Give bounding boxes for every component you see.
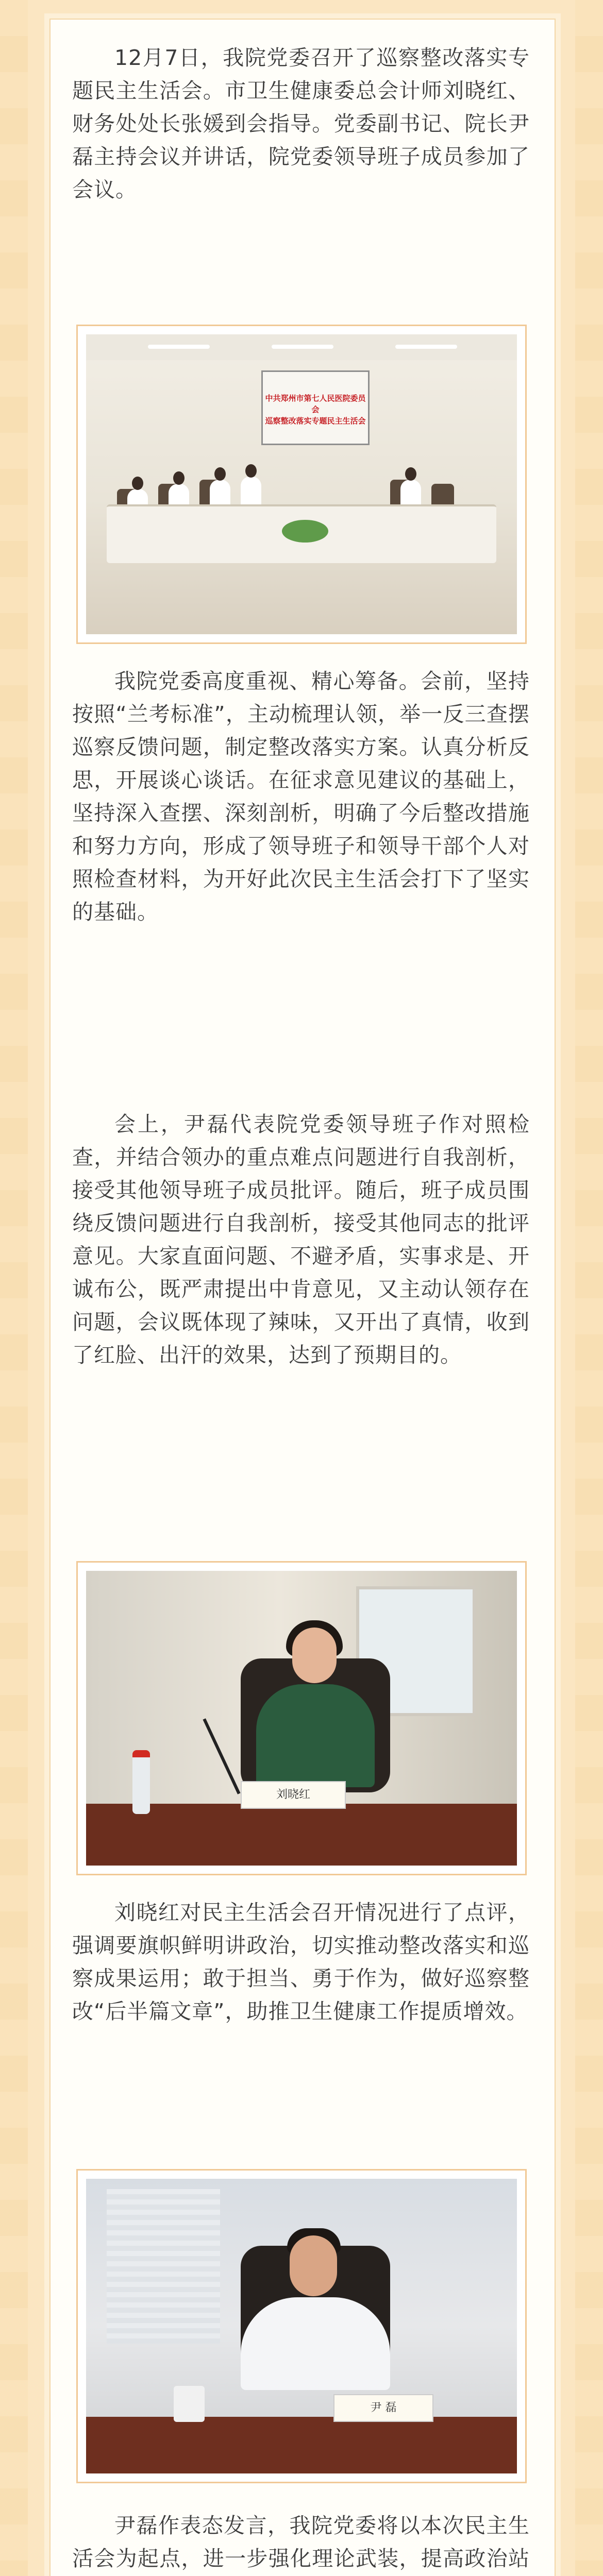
meeting-room-photo	[86, 334, 517, 634]
nameplate-man: 尹 磊	[333, 2394, 433, 2422]
meeting-photo-frame	[76, 325, 527, 644]
right-decor-rail	[575, 0, 603, 2576]
man-speaker-photo	[86, 2179, 517, 2473]
woman-speaker-photo	[86, 1571, 517, 1866]
paragraph-comment: 刘晓红对民主生活会召开情况进行了点评，强调要旗帜鲜明讲政治，切实推动整改落实和巡察成果运用；敢于担当、勇于作为，做好巡察整改“后半篇文章”，助推卫生健康工作提质增效。	[72, 1900, 530, 2024]
nameplate-woman: 刘晓红	[241, 1781, 346, 1809]
paragraph-preparation: 我院党委高度重视、精心筹备。会前，坚持按照“兰考标准”，主动梳理认领，举一反三查摆巡察反馈问题，制定整改落实方案。认真分析反思，开展谈心谈话。在征求意见建议的基础上，坚持深入查摆、深刻剖析，明确了今后整改措施和努力方向，形成了领导班子和领导干部个人对照检查材料，为开好此次民主生活会打下了坚实的基础。	[72, 669, 530, 924]
meeting-banner: 中共郑州市第七人民医院委员会 巡察整改落实专题民主生活会	[261, 370, 370, 445]
speaker-photo-frame-1	[76, 1561, 527, 1875]
paragraph-meeting: 会上，尹磊代表院党委领导班子作对照检查，并结合领办的重点难点问题进行自我剖析，接受其他领导班子成员批评。随后，班子成员围绕反馈问题进行自我剖析，接受其他同志的批评意见。大家直面问题、不避矛盾，实事求是、开诚布公，既严肃提出中肯意见，又主动认领存在问题，会议既体现了辣味，又开出了真情，收到了红脸、出汗的效果，达到了预期目的。	[72, 1112, 530, 1367]
mug-icon	[174, 2386, 205, 2422]
speaker-photo-frame-2	[76, 2169, 527, 2483]
paragraph-statement: 尹磊作表态发言，我院党委将以本次民主生活会为起点，进一步强化理论武装，提高政治站	[72, 2513, 530, 2571]
paragraph-intro: 12月7日，我院党委召开了巡察整改落实专题民主生活会。市卫生健康委总会计师刘晓红、财务处处长张媛到会指导。党委副书记、院长尹磊主持会议并讲话，院党委领导班子成员参加了会议。	[72, 45, 530, 202]
left-decor-rail	[0, 0, 28, 2576]
water-bottle-icon	[132, 1750, 150, 1814]
